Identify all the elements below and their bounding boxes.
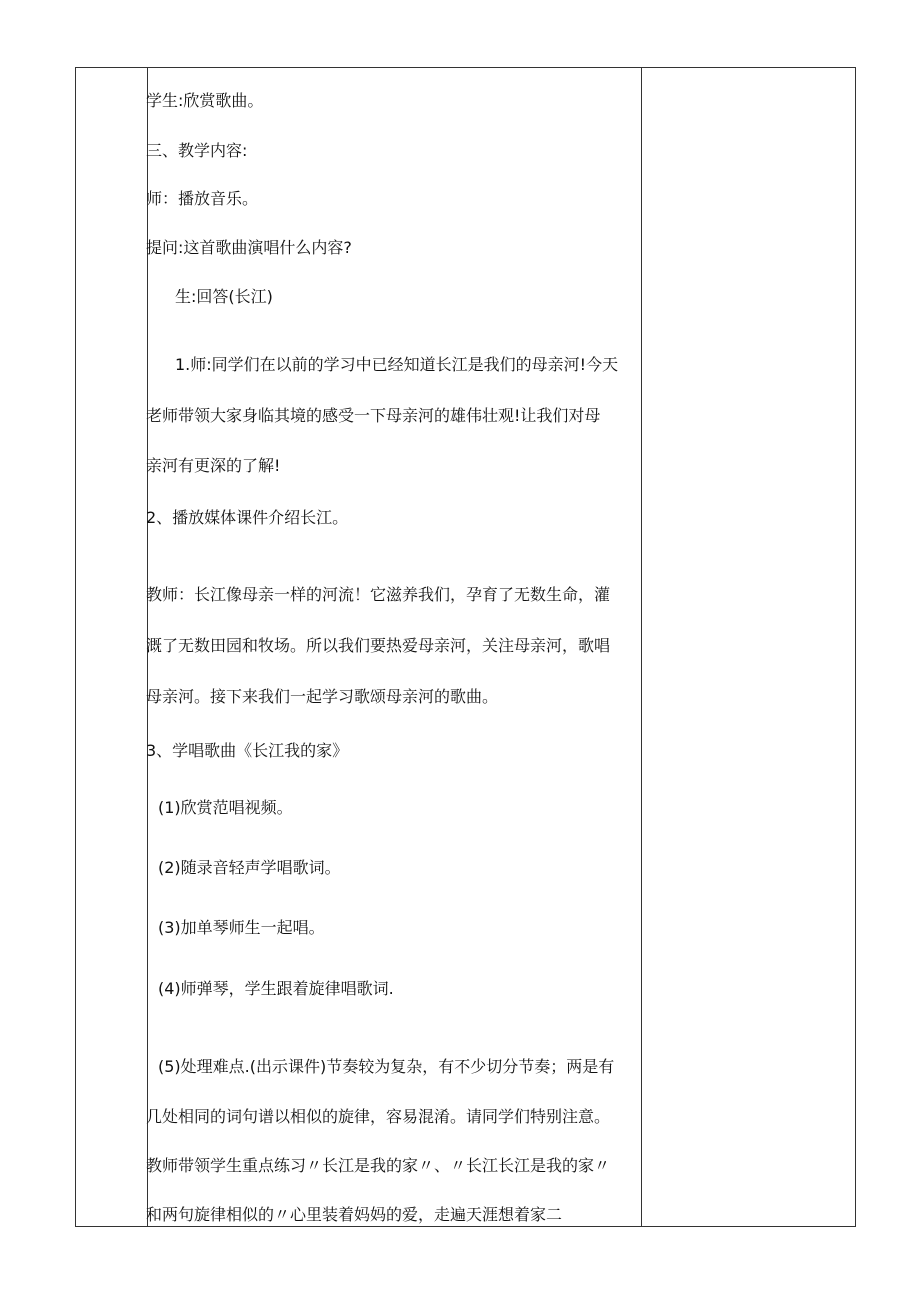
text-line-step-5d: 和两句旋律相似的〃心里装着妈妈的爱，走遍天涯想着家二 <box>146 1205 563 1224</box>
text-line-item-1c: 亲河有更深的了解! <box>146 456 281 475</box>
text-line-teacher-c: 母亲河。接下来我们一起学习歌颂母亲河的歌曲。 <box>146 687 499 706</box>
column-divider-right <box>641 68 642 1226</box>
text-line-teacher-a: 教师：长江像母亲一样的河流！它滋养我们，孕育了无数生命，灌 <box>146 585 611 604</box>
text-line-step-1: (1)欣赏范唱视频。 <box>158 798 293 817</box>
text-line-student-listen: 学生:欣赏歌曲。 <box>146 91 264 110</box>
text-line-step-5c: 教师带领学生重点练习〃长江是我的家〃、〃长江长江是我的家〃 <box>146 1156 611 1175</box>
text-line-section-three: 三、教学内容: <box>146 141 248 160</box>
text-line-step-3: (3)加单琴师生一起唱。 <box>158 918 325 937</box>
text-line-step-4: (4)师弹琴，学生跟着旋律唱歌词. <box>158 979 394 998</box>
text-line-item-2: 2、播放媒体课件介绍长江。 <box>146 508 349 527</box>
text-line-question: 提问:这首歌曲演唱什么内容? <box>146 238 352 257</box>
text-line-item-3: 3、学唱歌曲《长江我的家》 <box>146 741 349 760</box>
text-line-item-1a: 1.师:同学们在以前的学习中已经知道长江是我们的母亲河!今天 <box>175 355 619 374</box>
left-column-cell <box>76 68 147 1226</box>
text-line-teacher-b: 溉了无数田园和牧场。所以我们要热爱母亲河，关注母亲河，歌唱 <box>146 636 611 655</box>
text-line-step-5a: (5)处理难点.(出示课件)节奏较为复杂，有不少切分节奏；两是有 <box>158 1057 615 1076</box>
text-line-step-2: (2)随录音轻声学唱歌词。 <box>158 858 341 877</box>
text-line-teacher-play: 师：播放音乐。 <box>146 189 259 208</box>
right-notes-cell <box>641 68 857 1226</box>
text-line-answer: 生:回答(长江) <box>175 287 273 306</box>
text-line-item-1b: 老师带领大家身临其境的感受一下母亲河的雄伟壮观!让我们对母 <box>146 406 601 425</box>
text-line-step-5b: 几处相同的词句谱以相似的旋律，容易混淆。请同学们特别注意。 <box>146 1107 611 1126</box>
